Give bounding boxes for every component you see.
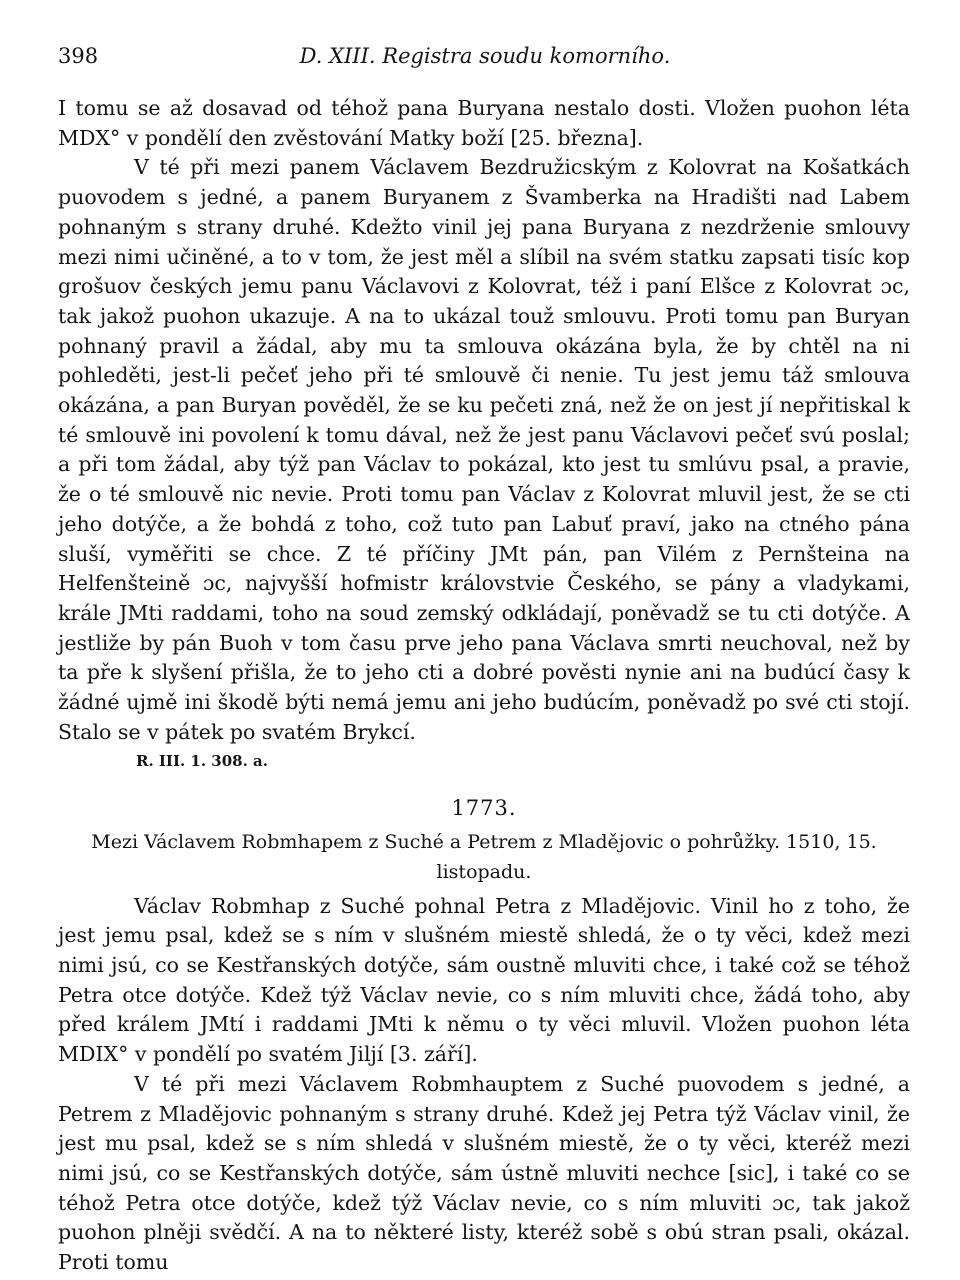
paragraph: V té při mezi panem Václavem Bezdružicským z Kolovrat na Košatkách puovodem s jedné, a panem Buryanem z Švamberka na Hradišti nad Labem pohnaným s strany druhé. Kdežto vinil jej pana Buryana z nezdrženie smlouvy mezi nimi učiněné, a to v tom, že jest měl a slíbil na svém statku zapsati tisíc kop grošuov českých jemu panu Václavovi z Kolovrat, též i paní Elšce z Kolovrat ɔc, tak jakož puohon ukazuje. A na to ukázal touž smlouvu. Proti tomu pan Buryan pohnaný pravil a žádal, aby mu ta smlouva okázána byla, že by chtěl na ni pohleděti, jest-li pečeť jeho při té smlouvě či nenie. Tu jest jemu táž smlouva okázána, a pan Buryan pověděl, že se ku pečeti zná, než že on jest jí nepřitiskal k té smlouvě ini povolení k tomu dával, než že jest panu Václavovi pečeť svú poslal; a při tom žádal, aby týž pan Václav to pokázal, kto jest tu smlúvu psal, a pravie, že o té smlouvě nic nevie. Proti tomu pan Václav z Kolovrat mluvil jest, že se cti jeho dotýče, a že bohdá z toho, což tuto pan Labuť praví, jako na ctného pána sluší, vyměřiti se chce. Z té příčiny JMt pán, pan Vilém z Pernšteina na Helfenšteině ɔc, najvyšší hofmistr královstvie Českého, se pány a vladykami, krále JMti raddami, toho na soud zemský odkládají, poněvadž se tu cti dotýče. A jestliže by pán Buoh v tom času prve jeho pana Václava smrti neuchoval, než by ta pře k slyšení přišla, že to jeho cti a dobré pověsti nynie ani na budúcí časy k žádné ujmě ini škodě býti nemá jemu ani jeho budúcím, poněvadž po své cti stojí. Stalo se v pátek po svatém Brykcí. [58,155,910,744]
page-number: 398 [58,44,99,68]
body-text [58,94,910,1278]
source-reference: R. III. 1. 308. a. [136,752,268,771]
entry-number: 1773. [451,796,517,821]
running-header [58,44,912,74]
paragraph: Václav Robmhap z Suché pohnal Petra z Mladějovic. Vinil ho z toho, že jest jemu psal, kdež se s ním v slušném miestě shledá, že o ty věci, kdež mezi nimi jsú, co se Kestřanských dotýče, sám oustně mluviti chce, i také což se téhož Petra otce dotýče. Kdež týž Václav nevie, co s ním mluviti chce, žádá toho, aby před králem JMtí i raddami JMti k němu o ty věci mluvil. Vložen puohon léta MDIX° v pondělí po svatém Jiljí [3. září]. [58,893,910,1067]
entry-summary: Mezi Václavem Robmhapem z Suché a Petrem z Mladějovic o pohrůžky. 1510, 15. listopadu. [91,831,877,883]
running-title: D. XIII. Registra soudu komorního. [299,44,671,68]
paragraph: V té při mezi Václavem Robmhauptem z Suché puovodem s jedné, a Petrem z Mladějovic pohnaným s strany druhé. Kdež jej Petra týž Václav vinil, že jest mu psal, kdež se s ním shledá v slušném miestě, že o ty věci, kteréž mezi nimi jsú, co se Kestřanských dotýče, sám ústně mluviti nechce [sic], i také co se téhož Petra otce dotýče, kdež týž Václav nevie, co s ním mluviti ɔc, tak jakož puohon plněji svědčí. A na to některé listy, kteréž sobě s obú stran psali, okázal. Proti tomu [58,1071,910,1275]
paragraph: I tomu se až dosavad od téhož pana Buryana nestalo dosti. Vložen puohon léta MDX° v pondělí den zvěstování Matky boží [25. března]. [58,96,910,150]
